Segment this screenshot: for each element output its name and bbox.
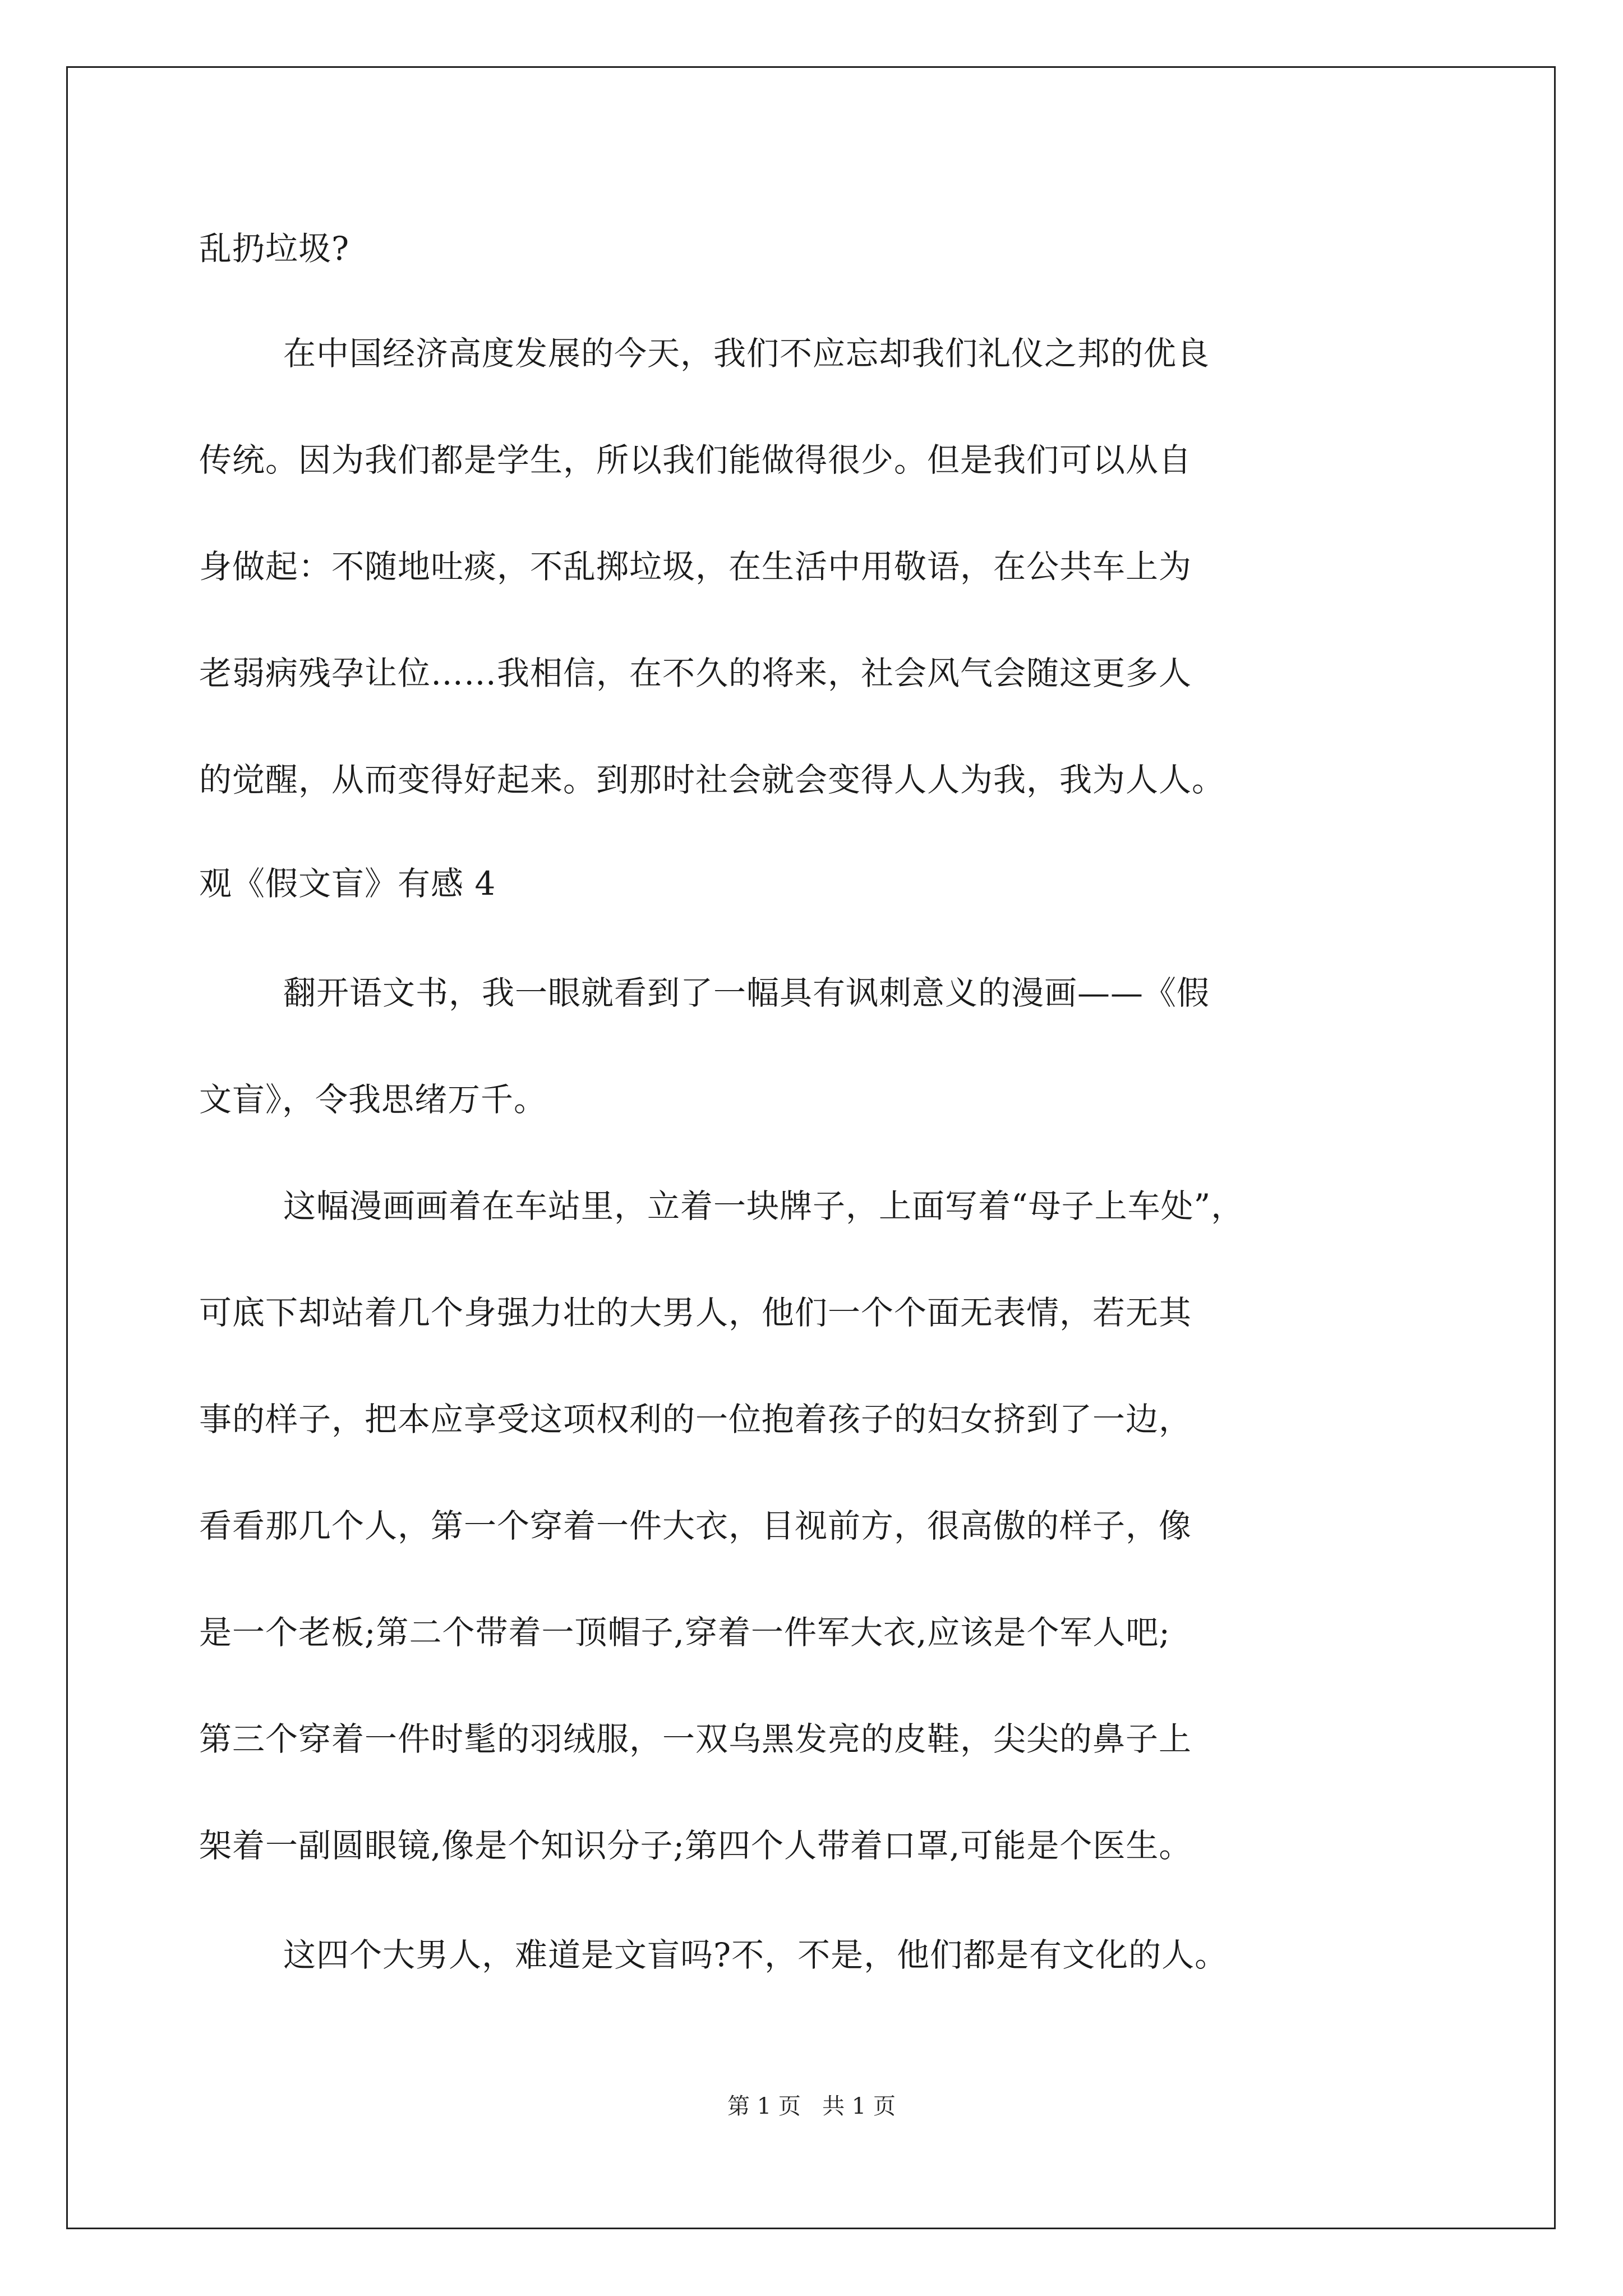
text-line-8: 翻开语文书，我一眼就看到了一幅具有讽刺意义的漫画——《假 — [283, 974, 1210, 1012]
text-line-17: 这四个大男人，难道是文盲吗?不，不是，他们都是有文化的人。 — [283, 1936, 1228, 1974]
page-border — [66, 66, 1556, 2229]
text-line-5: 老弱病残孕让位……我相信，在不久的将来，社会风气会随这更多人 — [199, 654, 1192, 692]
text-line-2: 在中国经济高度发展的今天，我们不应忘却我们礼仪之邦的优良 — [283, 334, 1210, 372]
text-line-15: 第三个穿着一件时髦的羽绒服，一双乌黑发亮的皮鞋，尖尖的鼻子上 — [199, 1720, 1192, 1758]
text-line-16: 架着一副圆眼镜,像是个知识分子;第四个人带着口罩,可能是个医生。 — [199, 1826, 1192, 1865]
text-line-4: 身做起：不随地吐痰，不乱掷垃圾，在生活中用敬语，在公共车上为 — [199, 547, 1192, 586]
text-line-6: 的觉醒，从而变得好起来。到那时社会就会变得人人为我，我为人人。 — [199, 761, 1225, 799]
text-line-12: 事的样子，把本应享受这项权利的一位抱着孩子的妇女挤到了一边， — [199, 1400, 1192, 1438]
text-line-9: 文盲》，令我思绪万千。 — [199, 1080, 547, 1119]
text-line-13: 看看那几个人，第一个穿着一件大衣，目视前方，很高傲的样子，像 — [199, 1507, 1192, 1545]
text-line-10: 这幅漫画画着在车站里，立着一块牌子，上面写着“母子上车处”， — [283, 1187, 1244, 1225]
text-line-1: 乱扔垃圾? — [199, 229, 350, 268]
text-line-3: 传统。因为我们都是学生，所以我们能做得很少。但是我们可以从自 — [199, 441, 1192, 479]
text-line-14: 是一个老板;第二个带着一顶帽子,穿着一件军大衣,应该是个军人吧; — [199, 1613, 1170, 1651]
page-footer: 第 1 页 共 1 页 — [727, 2093, 896, 2119]
section-heading: 观《假文盲》有感 4 — [199, 864, 496, 903]
text-line-11: 可底下却站着几个身强力壮的大男人，他们一个个面无表情，若无其 — [199, 1294, 1192, 1332]
